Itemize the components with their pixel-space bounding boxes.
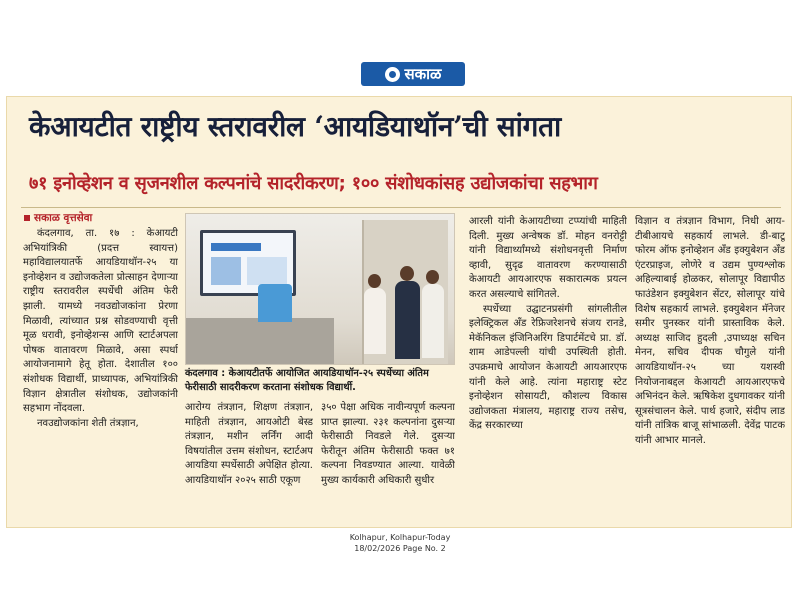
- column-5-text: विज्ञान व तंत्रज्ञान विभाग, निधी आय-टीबीआयचे सहकार्य लाभले. डी-बाटू फोरम ऑफ इनोव्हेशन अँड इक्युबेशन अँड एंटरप्राइज, लोणेरे व उद्यम पुण्यश्लोक अहिल्याबाई होळकर, सोलापूर विद्यापीठ फाउंडेशन इक्युबेशन सेंटर, सोलापूर यांचे विशेष सहकार्य लाभले. इक्युबेशन मॅनेजर समीर पुनस्कर यांनी प्रास्ताविक केले. अध्यक्ष साजिद हुदली ,उपाध्यक्ष सचिन मेनन, सचिव दीपक चौगुले यांनी आयडियाथॉन-२५ च्या यशस्वी नियोजनाबद्दल केआयटी आयआरएफचे अभिनंदन केले. ऋषिकेश दुधगावकर यांनी सूत्रसंचालन केले. पार्थ हजारे, संदीप लाड यांनी तांत्रिक बाजू सांभाळली. देवेंद्र पाटक यांनी आभार मानले.: [635, 216, 785, 446]
- masthead-logo: [361, 62, 465, 86]
- article-column-2: [185, 401, 313, 521]
- clipping-footer: [0, 533, 800, 554]
- news-clipping: [6, 96, 792, 528]
- masthead-brand: सकाळ: [404, 65, 442, 83]
- column-4-paragraph-1: आरली यांनी केआयटीच्या टप्प्यांची माहिती दिली. मुख्य अन्वेषक डॉ. मोहन वनरोट्टी यांनी विद्यार्थ्यांमध्ये संशोधनवृत्ती निर्माण व्हावी, सुदृढ वातावरण करण्यासाठी केआयटी आयआरएफ सकारात्मक प्रयत्न करत असल्याचे सांगितले.: [469, 216, 627, 300]
- byline-text: सकाळ वृत्तसेवा: [34, 212, 93, 224]
- footer-edition: Kolhapur, Kolhapur-Today: [349, 533, 451, 542]
- article-column-1: [23, 227, 178, 527]
- column-2-text: आरोग्य तंत्रज्ञान, शिक्षण तंत्रज्ञान, माहिती तंत्रज्ञान, आयओटी बेस्ड तंत्रज्ञान, मशीन लर्निंग आदी विषयांतील उत्तम संशोधन, स्टार्टअप आयडिया स्पर्धेसाठी अपेक्षित होत्या. आयडियाथॉन २०२५ साठी एकूण: [185, 402, 313, 486]
- column-3-text: ३५० पेक्षा अधिक नावीन्यपूर्ण कल्पना प्राप्त झाल्या. २३१ कल्पनांना दुसऱ्या फेरीसाठी निवडले गेले. दुसऱ्या फेरीतून अंतिम फेरीसाठी फक्त ७१ कल्पना निवडण्यात आल्या. यावेळी मुख्य कार्यकारी अधिकारी सुधीर: [321, 402, 455, 486]
- article-photo: [185, 213, 455, 365]
- article-column-4: [469, 215, 627, 525]
- footer-date-page: 18/02/2026 Page No. 2: [354, 543, 446, 553]
- header-divider: [21, 207, 781, 208]
- sakal-logo-icon: [385, 67, 400, 82]
- article-column-5: [635, 215, 785, 525]
- column-1-paragraph-1: कंदलगाव, ता. १७ : केआयटी अभियांत्रिकी (प्रदत्त स्वायत्त) महाविद्यालयातर्फे आयडियाथॉन-२५ या इनोव्हेशन व उद्योजकतेला प्रोत्साहन देणाऱ्या राष्ट्रीय स्तरावरील स्पर्धेची अंतिम फेरी झाली. यामध्ये नवउद्योजकांना प्रेरणा मिळावी, त्यांच्यात प्रश्न सोडवण्याची वृत्ती मूळ धरावी, इनोव्हेशन्स आणि स्टार्टअपला पोषक वातावरण मिळावे, असा स्पर्धा आयोजनामागे हेतू होता. देशातील १०० संशोधक विद्यार्थी, प्राध्यापक, अभियांत्रिकी विज्ञान क्षेत्रातील संशोधक, उद्योजकांनी सहभाग नोंदवला.: [23, 228, 178, 415]
- project-model: [258, 284, 292, 322]
- article-headline: केआयटीत राष्ट्रीय स्तरावरील ‘आयडियाथॉन’ची सांगता: [29, 110, 561, 143]
- article-subheadline: ७१ इनोव्हेशन व सृजनशील कल्पनांचे सादरीकरण; १०० संशोधकांसह उद्योजकांचा सहभाग: [29, 173, 598, 194]
- byline: [24, 211, 92, 225]
- column-4-paragraph-2: स्पर्धेच्या उद्घाटनप्रसंगी सांगलीतील इलेक्ट्रिकल अँड रेफ्रिजरेशनचे संजय रानडे, मेकॅनिकल इंजिनिअरिंग डिपार्टमेंटचे प्रा. डॉ. शाम आडेपल्ली यांची उपस्थिती होती. उपक्रमाचे आयोजन केआयटी आयआरएफ यांनी केले आहे. त्यांना महाराष्ट्र स्टेट इनोव्हेशन सोसायटी, कौशल्य विकास उद्योजकता मंत्रालय, महाराष्ट्र राज्य तसेच, केंद्र सरकारच्या: [469, 303, 627, 432]
- byline-bullet-icon: [24, 215, 30, 221]
- photo-caption: कंदलगाव : केआयटीतर्फे आयोजित आयडियाथॉन-२५ स्पर्धेच्या अंतिम फेरीसाठी सादरीकरण करताना संशोधक विद्यार्थी.: [185, 368, 429, 393]
- article-column-3: [321, 401, 455, 521]
- column-1-paragraph-2: नवउद्योजकांना शेती तंत्रज्ञान,: [37, 417, 139, 429]
